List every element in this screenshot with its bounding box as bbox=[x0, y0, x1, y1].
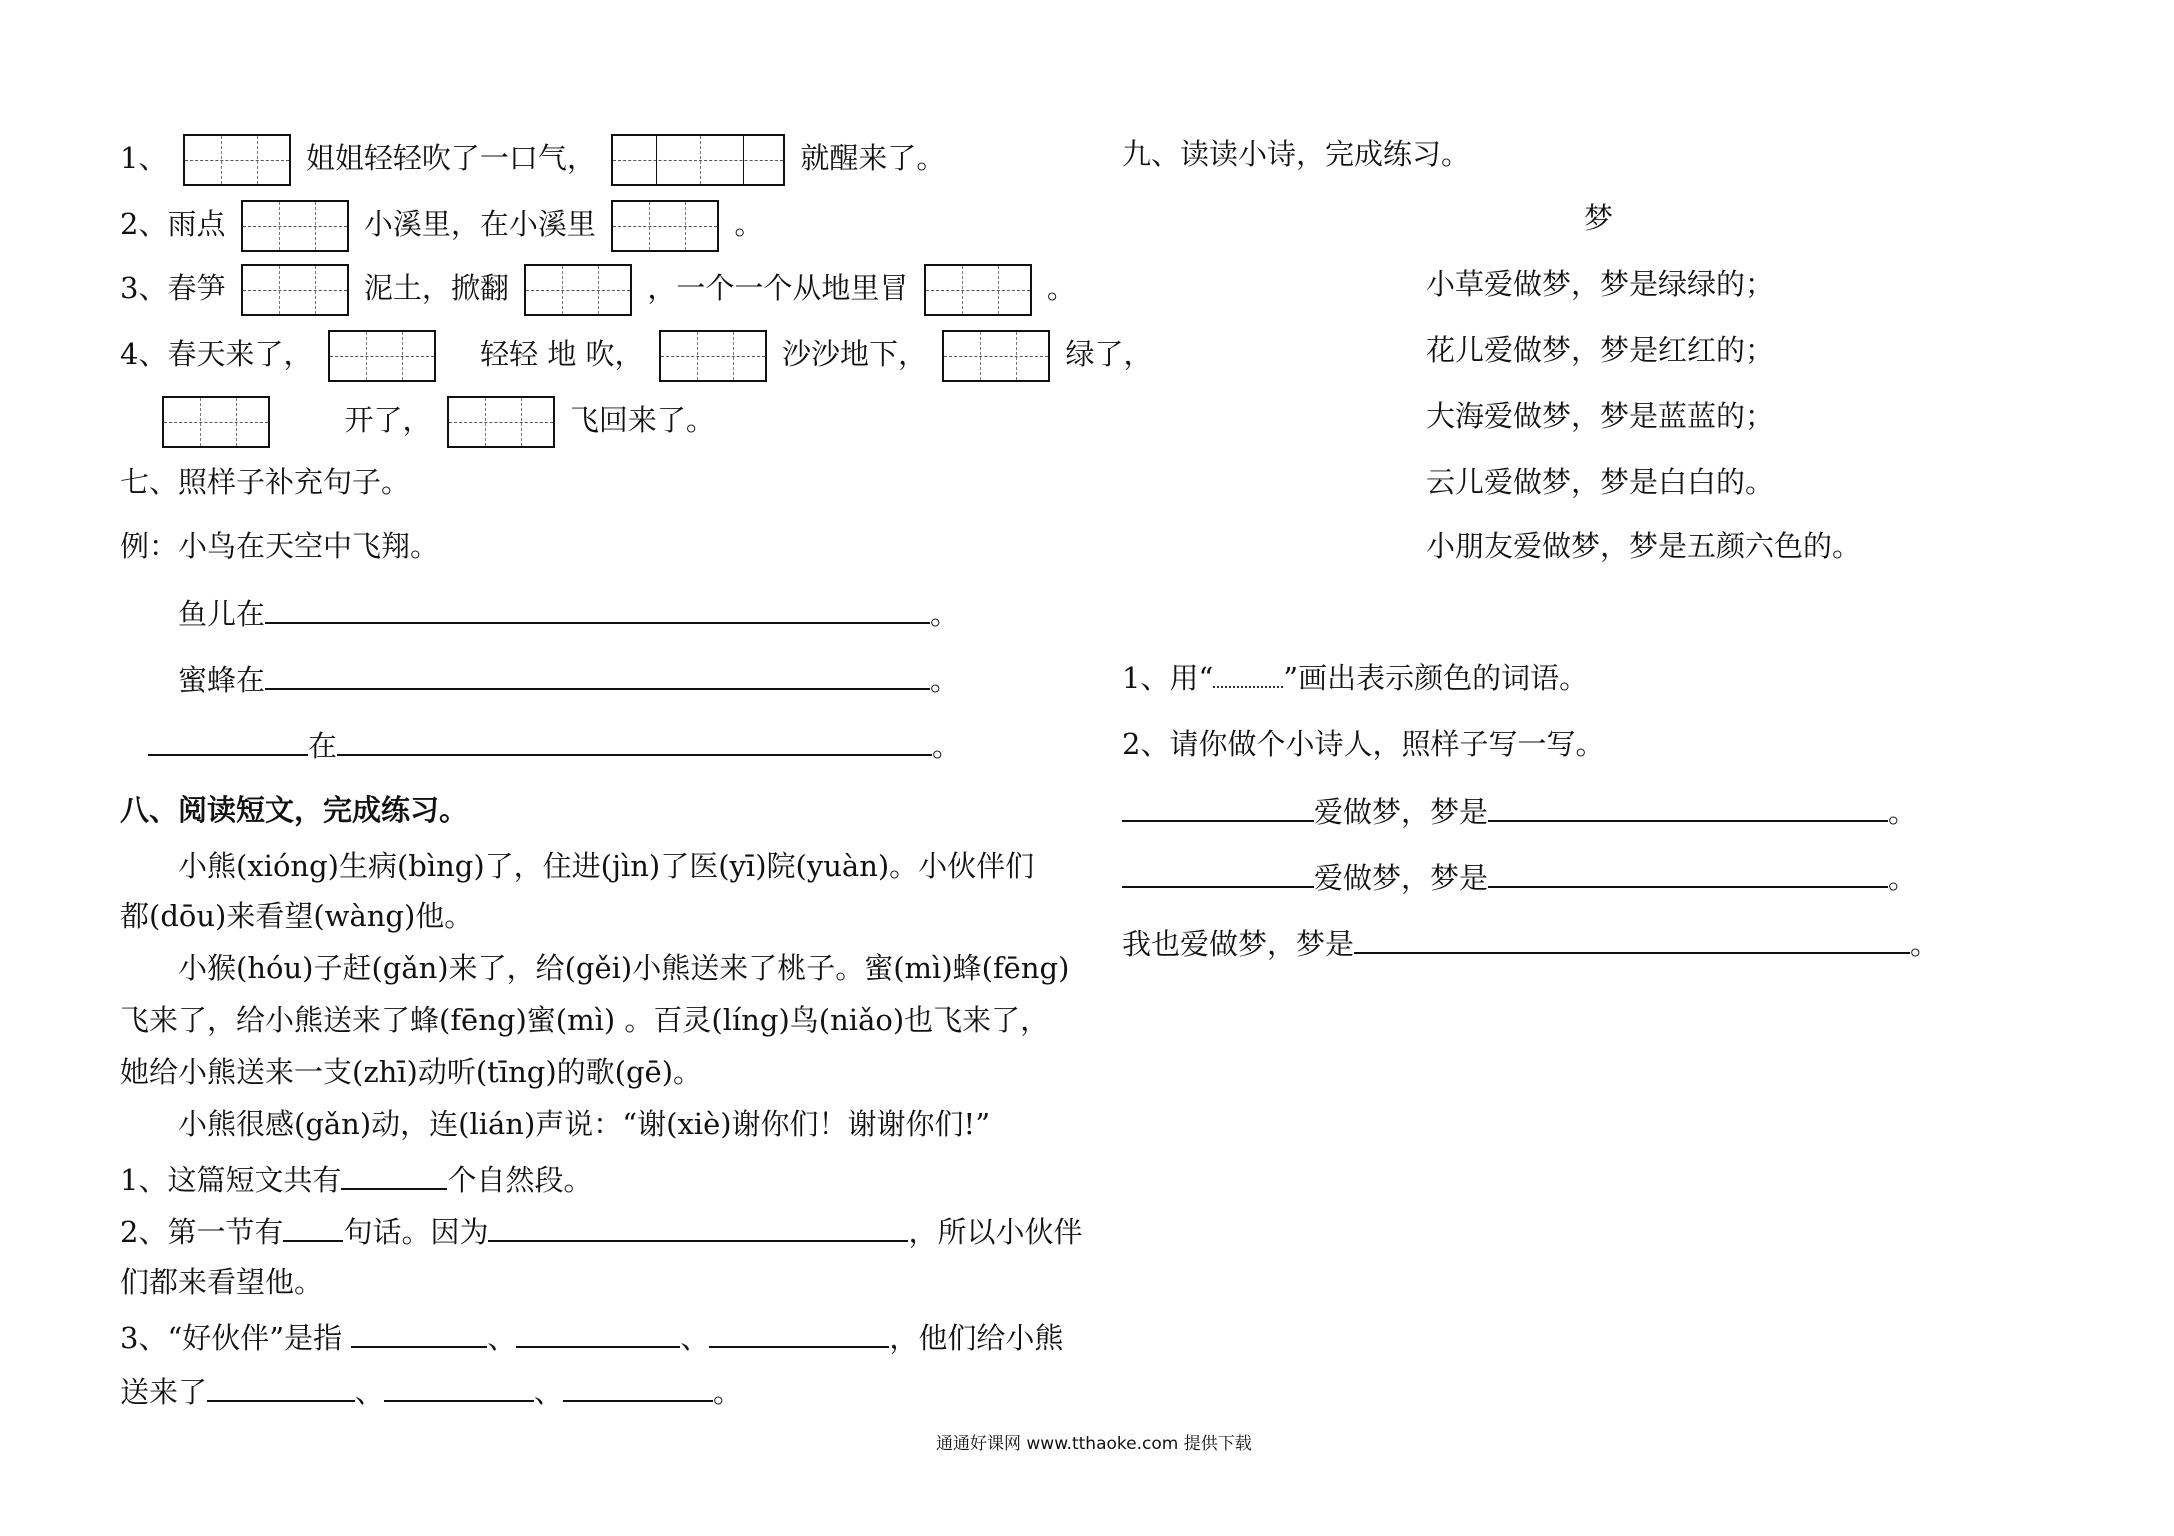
reading-q3-cont: 送来了 、 、 。 bbox=[120, 1370, 742, 1410]
answer-line[interactable] bbox=[516, 1316, 680, 1348]
section-8-title: 八、阅读短文，完成练习。 bbox=[120, 793, 469, 827]
passage-line: 小猴(hóu)子赶(gǎn)来了，给(gěi)小熊送来了桃子。蜜(mì)蜂(fēng) bbox=[178, 951, 1070, 985]
poem-q2: 2、请你做个小诗人，照样子写一写。 bbox=[1122, 727, 1605, 761]
poem-line: 花儿爱做梦，梦是红红的； bbox=[1426, 333, 1775, 367]
answer-line[interactable] bbox=[1122, 856, 1314, 888]
poem-write-2: 爱做梦，梦是 。 bbox=[1122, 856, 1917, 896]
section-7-title: 七、照样子补充句子。 bbox=[120, 465, 411, 499]
answer-line[interactable] bbox=[337, 724, 932, 756]
q-fill-1: 1、 姐姐轻轻吹了一口气， 就醒来了。 bbox=[120, 134, 945, 174]
answer-line[interactable] bbox=[351, 1316, 487, 1348]
passage-line: 她给小熊送来一支(zhī)动听(tīng)的歌(gē)。 bbox=[120, 1055, 703, 1089]
q-fill-3: 3、春笋 泥土，掀翻 ，一个一个从地里冒 。 bbox=[120, 264, 1076, 304]
answer-line[interactable] bbox=[384, 1370, 534, 1402]
answer-line[interactable] bbox=[207, 1370, 355, 1402]
sentence-fill-3: 在 。 bbox=[148, 724, 961, 764]
poem-line: 小草爱做梦，梦是绿绿的； bbox=[1426, 267, 1775, 301]
char-box-3[interactable] bbox=[942, 330, 1050, 382]
footer-credit: 通通好课网 www.tthaoke.com 提供下载 bbox=[936, 1434, 1252, 1454]
char-box-3[interactable] bbox=[611, 200, 719, 252]
char-box-4[interactable] bbox=[611, 134, 785, 186]
reading-q3: 3、“好伙伴”是指 、 、 ，他们给小熊 bbox=[120, 1316, 1063, 1356]
reading-q2: 2、第一节有 句话。因为 ，所以小伙伴 bbox=[120, 1210, 1082, 1250]
answer-line[interactable] bbox=[1488, 790, 1888, 822]
char-box-3[interactable] bbox=[183, 134, 291, 186]
answer-line[interactable] bbox=[148, 724, 308, 756]
char-box-3[interactable] bbox=[241, 200, 349, 252]
q-fill-4-cont: 开了， 飞回来了。 bbox=[156, 396, 715, 436]
answer-line[interactable] bbox=[563, 1370, 713, 1402]
passage-line: 小熊很感(gǎn)动，连(lián)声说：“谢(xiè)谢你们！谢谢你们!” bbox=[178, 1107, 991, 1141]
poem-line: 小朋友爱做梦，梦是五颜六色的。 bbox=[1426, 529, 1862, 563]
passage-line: 都(dōu)来看望(wàng)他。 bbox=[120, 899, 474, 933]
q-fill-4: 4、春天来了， 轻轻 地 吹， 沙沙地下， 绿了， bbox=[120, 330, 1152, 370]
q-fill-2: 2、雨点 小溪里，在小溪里 。 bbox=[120, 200, 763, 240]
poem-write-1: 爱做梦，梦是 。 bbox=[1122, 790, 1917, 830]
poem-line: 大海爱做梦，梦是蓝蓝的； bbox=[1426, 399, 1775, 433]
answer-line[interactable] bbox=[709, 1316, 889, 1348]
reading-q1: 1、这篇短文共有 个自然段。 bbox=[120, 1158, 592, 1198]
char-box-3[interactable] bbox=[241, 264, 349, 316]
wavy-underline-sample bbox=[1213, 668, 1283, 688]
poem-write-3: 我也爱做梦，梦是 。 bbox=[1122, 922, 1939, 962]
answer-line[interactable] bbox=[1488, 856, 1888, 888]
answer-line[interactable] bbox=[488, 1210, 908, 1242]
answer-line[interactable] bbox=[1122, 790, 1314, 822]
char-box-3[interactable] bbox=[162, 396, 270, 448]
reading-q2-cont: 们都来看望他。 bbox=[120, 1265, 324, 1299]
sentence-fill-1: 鱼儿在 。 bbox=[178, 592, 959, 632]
section-9-title: 九、读读小诗，完成练习。 bbox=[1122, 137, 1471, 171]
sentence-fill-2: 蜜蜂在 。 bbox=[178, 658, 959, 698]
poem-title: 梦 bbox=[1584, 201, 1614, 235]
answer-line[interactable] bbox=[341, 1158, 447, 1190]
char-box-3[interactable] bbox=[659, 330, 767, 382]
char-box-3[interactable] bbox=[524, 264, 632, 316]
answer-line[interactable] bbox=[283, 1210, 343, 1242]
passage-line: 小熊(xióng)生病(bìng)了，住进(jìn)了医(yī)院(yuàn)。小伙伴们 bbox=[178, 849, 1035, 883]
poem-q1: 1、用“ ”画出表示颜色的词语。 bbox=[1122, 661, 1589, 695]
passage-line: 飞来了，给小熊送来了蜂(fēng)蜜(mì) 。百灵(líng)鸟(niǎo)也飞来了， bbox=[120, 1003, 1050, 1037]
char-box-3[interactable] bbox=[328, 330, 436, 382]
char-box-3[interactable] bbox=[447, 396, 555, 448]
poem-line: 云儿爱做梦，梦是白白的。 bbox=[1426, 465, 1775, 499]
answer-line[interactable] bbox=[1354, 922, 1910, 954]
answer-line[interactable] bbox=[265, 658, 930, 690]
example-sentence: 例：小鸟在天空中飞翔。 bbox=[120, 529, 440, 563]
char-box-3[interactable] bbox=[924, 264, 1032, 316]
q-number: 1、 bbox=[120, 141, 168, 175]
answer-line[interactable] bbox=[265, 592, 930, 624]
